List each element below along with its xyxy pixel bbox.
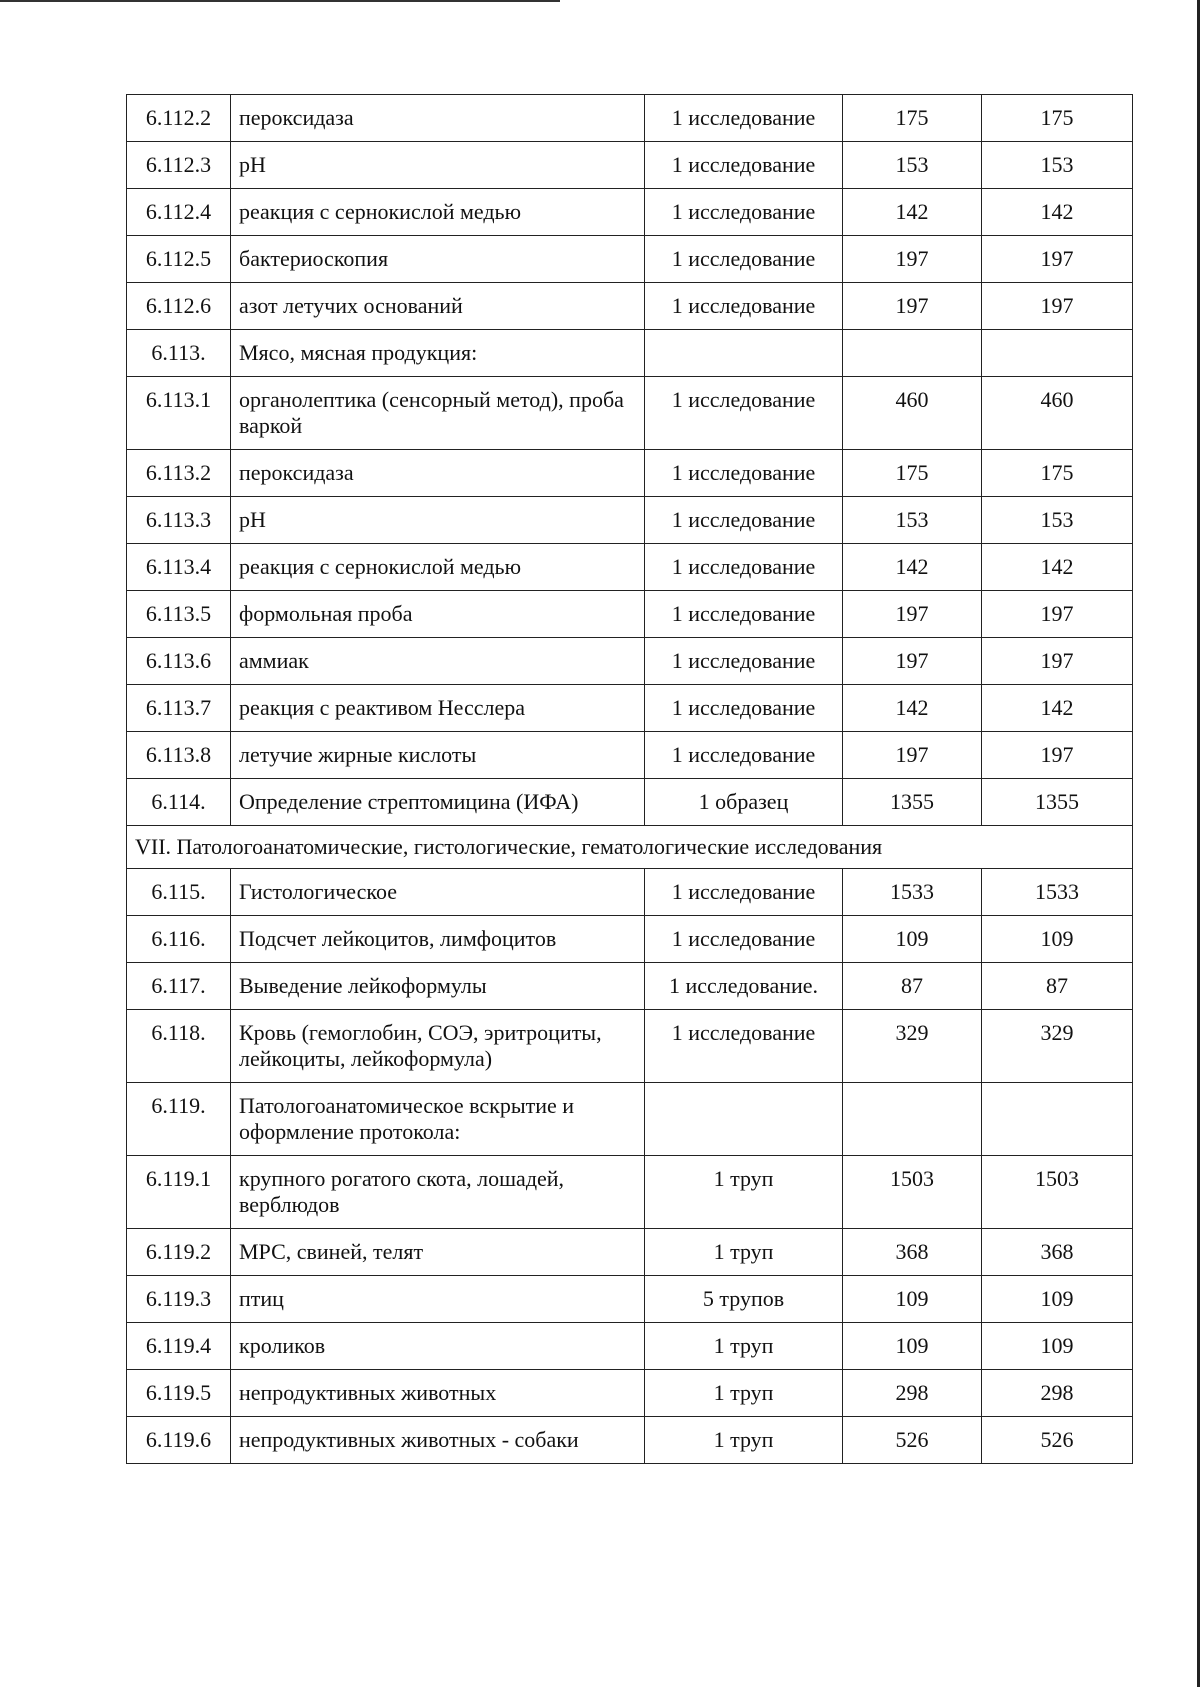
item-name-cell: азот летучих оснований xyxy=(231,283,645,330)
item-number-cell: 6.113.5 xyxy=(127,591,231,638)
table-row xyxy=(127,963,1133,1010)
price-cell: 329 xyxy=(843,1010,982,1083)
price-cell: 197 xyxy=(843,236,982,283)
table-row xyxy=(127,916,1133,963)
item-name-cell: МРС, свиней, телят xyxy=(231,1229,645,1276)
item-number-cell: 6.119.2 xyxy=(127,1229,231,1276)
item-number-cell: 6.117. xyxy=(127,963,231,1010)
price-cell: 142 xyxy=(843,189,982,236)
price-cell: 298 xyxy=(843,1370,982,1417)
item-name-cell: Гистологическое xyxy=(231,869,645,916)
price-cell: 368 xyxy=(843,1229,982,1276)
unit-cell: 1 исследование xyxy=(645,283,843,330)
item-number-cell: 6.112.3 xyxy=(127,142,231,189)
item-name-cell: формольная проба xyxy=(231,591,645,638)
item-number-cell: 6.113.7 xyxy=(127,685,231,732)
table-row xyxy=(127,732,1133,779)
item-number-cell: 6.113.2 xyxy=(127,450,231,497)
price-with-vat-cell: 175 xyxy=(982,95,1133,142)
item-number-cell: 6.113.4 xyxy=(127,544,231,591)
price-with-vat-cell: 175 xyxy=(982,450,1133,497)
item-number-cell: 6.115. xyxy=(127,869,231,916)
table-row xyxy=(127,544,1133,591)
price-with-vat-cell: 109 xyxy=(982,1276,1133,1323)
unit-cell: 1 труп xyxy=(645,1370,843,1417)
table-row xyxy=(127,685,1133,732)
item-number-cell: 6.119.1 xyxy=(127,1156,231,1229)
item-name-cell: крупного рогатого скота, лошадей, верблюдов xyxy=(231,1156,645,1229)
price-cell: 460 xyxy=(843,377,982,450)
table-row xyxy=(127,236,1133,283)
price-with-vat-cell: 368 xyxy=(982,1229,1133,1276)
unit-cell: 1 исследование xyxy=(645,591,843,638)
item-number-cell: 6.119.4 xyxy=(127,1323,231,1370)
price-with-vat-cell: 1533 xyxy=(982,869,1133,916)
item-name-cell: птиц xyxy=(231,1276,645,1323)
price-cell: 197 xyxy=(843,732,982,779)
unit-cell: 1 исследование xyxy=(645,377,843,450)
price-cell: 526 xyxy=(843,1417,982,1464)
unit-cell: 1 исследование xyxy=(645,638,843,685)
unit-cell: 1 исследование xyxy=(645,236,843,283)
price-with-vat-cell: 109 xyxy=(982,916,1133,963)
section-title: VII. Патологоанатомические, гистологические, гематологические исследования xyxy=(127,826,1133,869)
item-number-cell: 6.113.6 xyxy=(127,638,231,685)
price-with-vat-cell: 87 xyxy=(982,963,1133,1010)
item-number-cell: 6.112.5 xyxy=(127,236,231,283)
price-with-vat-cell: 142 xyxy=(982,189,1133,236)
table-row xyxy=(127,377,1133,450)
unit-cell: 1 образец xyxy=(645,779,843,826)
unit-cell: 5 трупов xyxy=(645,1276,843,1323)
item-number-cell: 6.112.2 xyxy=(127,95,231,142)
price-cell: 1533 xyxy=(843,869,982,916)
price-with-vat-cell: 197 xyxy=(982,732,1133,779)
unit-cell: 1 труп xyxy=(645,1323,843,1370)
price-cell xyxy=(843,1083,982,1156)
unit-cell: 1 исследование xyxy=(645,685,843,732)
item-number-cell: 6.119.3 xyxy=(127,1276,231,1323)
item-name-cell: аммиак xyxy=(231,638,645,685)
unit-cell: 1 исследование xyxy=(645,544,843,591)
unit-cell: 1 исследование xyxy=(645,95,843,142)
item-name-cell: Подсчет лейкоцитов, лимфоцитов xyxy=(231,916,645,963)
item-number-cell: 6.116. xyxy=(127,916,231,963)
price-with-vat-cell: 526 xyxy=(982,1417,1133,1464)
table-row xyxy=(127,497,1133,544)
item-name-cell: Патологоанатомическое вскрытие и оформление протокола: xyxy=(231,1083,645,1156)
price-cell xyxy=(843,330,982,377)
unit-cell: 1 исследование xyxy=(645,142,843,189)
item-number-cell: 6.113. xyxy=(127,330,231,377)
item-number-cell: 6.119. xyxy=(127,1083,231,1156)
table-row xyxy=(127,330,1133,377)
table-row xyxy=(127,1323,1133,1370)
item-number-cell: 6.112.4 xyxy=(127,189,231,236)
price-with-vat-cell: 460 xyxy=(982,377,1133,450)
item-name-cell: непродуктивных животных - собаки xyxy=(231,1417,645,1464)
table-row xyxy=(127,1010,1133,1083)
price-with-vat-cell: 329 xyxy=(982,1010,1133,1083)
price-cell: 1355 xyxy=(843,779,982,826)
item-name-cell: непродуктивных животных xyxy=(231,1370,645,1417)
price-cell: 197 xyxy=(843,591,982,638)
price-with-vat-cell: 1503 xyxy=(982,1156,1133,1229)
item-name-cell: Кровь (гемоглобин, СОЭ, эритроциты, лейкоциты, лейкоформула) xyxy=(231,1010,645,1083)
table-row xyxy=(127,1083,1133,1156)
table-row xyxy=(127,869,1133,916)
item-name-cell: реакция с сернокислой медью xyxy=(231,544,645,591)
price-with-vat-cell: 142 xyxy=(982,544,1133,591)
price-cell: 109 xyxy=(843,1276,982,1323)
table-row xyxy=(127,1276,1133,1323)
price-with-vat-cell: 153 xyxy=(982,497,1133,544)
unit-cell: 1 труп xyxy=(645,1229,843,1276)
unit-cell: 1 исследование xyxy=(645,189,843,236)
unit-cell: 1 исследование. xyxy=(645,963,843,1010)
table-row xyxy=(127,283,1133,330)
price-table-body xyxy=(127,95,1133,1464)
price-with-vat-cell xyxy=(982,1083,1133,1156)
item-name-cell: pH xyxy=(231,142,645,189)
table-row xyxy=(127,591,1133,638)
price-with-vat-cell: 298 xyxy=(982,1370,1133,1417)
price-table xyxy=(126,94,1133,1464)
item-number-cell: 6.118. xyxy=(127,1010,231,1083)
unit-cell: 1 исследование xyxy=(645,1010,843,1083)
price-with-vat-cell: 1355 xyxy=(982,779,1133,826)
item-number-cell: 6.112.6 xyxy=(127,283,231,330)
item-name-cell: реакция с реактивом Несслера xyxy=(231,685,645,732)
price-cell: 142 xyxy=(843,685,982,732)
unit-cell: 1 исследование xyxy=(645,450,843,497)
scan-top-rule xyxy=(0,0,560,2)
item-name-cell: Определение стрептомицина (ИФА) xyxy=(231,779,645,826)
price-with-vat-cell: 197 xyxy=(982,236,1133,283)
table-row xyxy=(127,1417,1133,1464)
price-cell: 197 xyxy=(843,638,982,685)
item-name-cell: пероксидаза xyxy=(231,450,645,497)
unit-cell xyxy=(645,330,843,377)
item-name-cell: органолептика (сенсорный метод), проба варкой xyxy=(231,377,645,450)
item-number-cell: 6.113.3 xyxy=(127,497,231,544)
price-with-vat-cell: 197 xyxy=(982,638,1133,685)
price-cell: 109 xyxy=(843,916,982,963)
table-row xyxy=(127,1370,1133,1417)
item-name-cell: кроликов xyxy=(231,1323,645,1370)
table-row xyxy=(127,1229,1133,1276)
table-row xyxy=(127,189,1133,236)
price-cell: 109 xyxy=(843,1323,982,1370)
price-with-vat-cell: 142 xyxy=(982,685,1133,732)
price-with-vat-cell xyxy=(982,330,1133,377)
price-with-vat-cell: 109 xyxy=(982,1323,1133,1370)
price-cell: 87 xyxy=(843,963,982,1010)
section-header-row xyxy=(127,826,1133,869)
unit-cell: 1 исследование xyxy=(645,916,843,963)
price-cell: 197 xyxy=(843,283,982,330)
unit-cell: 1 исследование xyxy=(645,869,843,916)
item-name-cell: реакция с сернокислой медью xyxy=(231,189,645,236)
price-with-vat-cell: 197 xyxy=(982,591,1133,638)
table-row xyxy=(127,142,1133,189)
item-name-cell: пероксидаза xyxy=(231,95,645,142)
item-number-cell: 6.113.8 xyxy=(127,732,231,779)
item-number-cell: 6.113.1 xyxy=(127,377,231,450)
price-with-vat-cell: 153 xyxy=(982,142,1133,189)
item-number-cell: 6.119.5 xyxy=(127,1370,231,1417)
table-row xyxy=(127,1156,1133,1229)
item-number-cell: 6.114. xyxy=(127,779,231,826)
item-name-cell: Мясо, мясная продукция: xyxy=(231,330,645,377)
price-with-vat-cell: 197 xyxy=(982,283,1133,330)
item-name-cell: бактериоскопия xyxy=(231,236,645,283)
unit-cell: 1 труп xyxy=(645,1156,843,1229)
item-name-cell: pH xyxy=(231,497,645,544)
price-cell: 153 xyxy=(843,497,982,544)
table-row xyxy=(127,779,1133,826)
item-name-cell: Выведение лейкоформулы xyxy=(231,963,645,1010)
table-row xyxy=(127,450,1133,497)
unit-cell xyxy=(645,1083,843,1156)
price-cell: 175 xyxy=(843,450,982,497)
price-cell: 142 xyxy=(843,544,982,591)
unit-cell: 1 исследование xyxy=(645,497,843,544)
item-number-cell: 6.119.6 xyxy=(127,1417,231,1464)
table-row xyxy=(127,95,1133,142)
unit-cell: 1 исследование xyxy=(645,732,843,779)
unit-cell: 1 труп xyxy=(645,1417,843,1464)
price-cell: 175 xyxy=(843,95,982,142)
table-row xyxy=(127,638,1133,685)
price-cell: 1503 xyxy=(843,1156,982,1229)
price-cell: 153 xyxy=(843,142,982,189)
item-name-cell: летучие жирные кислоты xyxy=(231,732,645,779)
